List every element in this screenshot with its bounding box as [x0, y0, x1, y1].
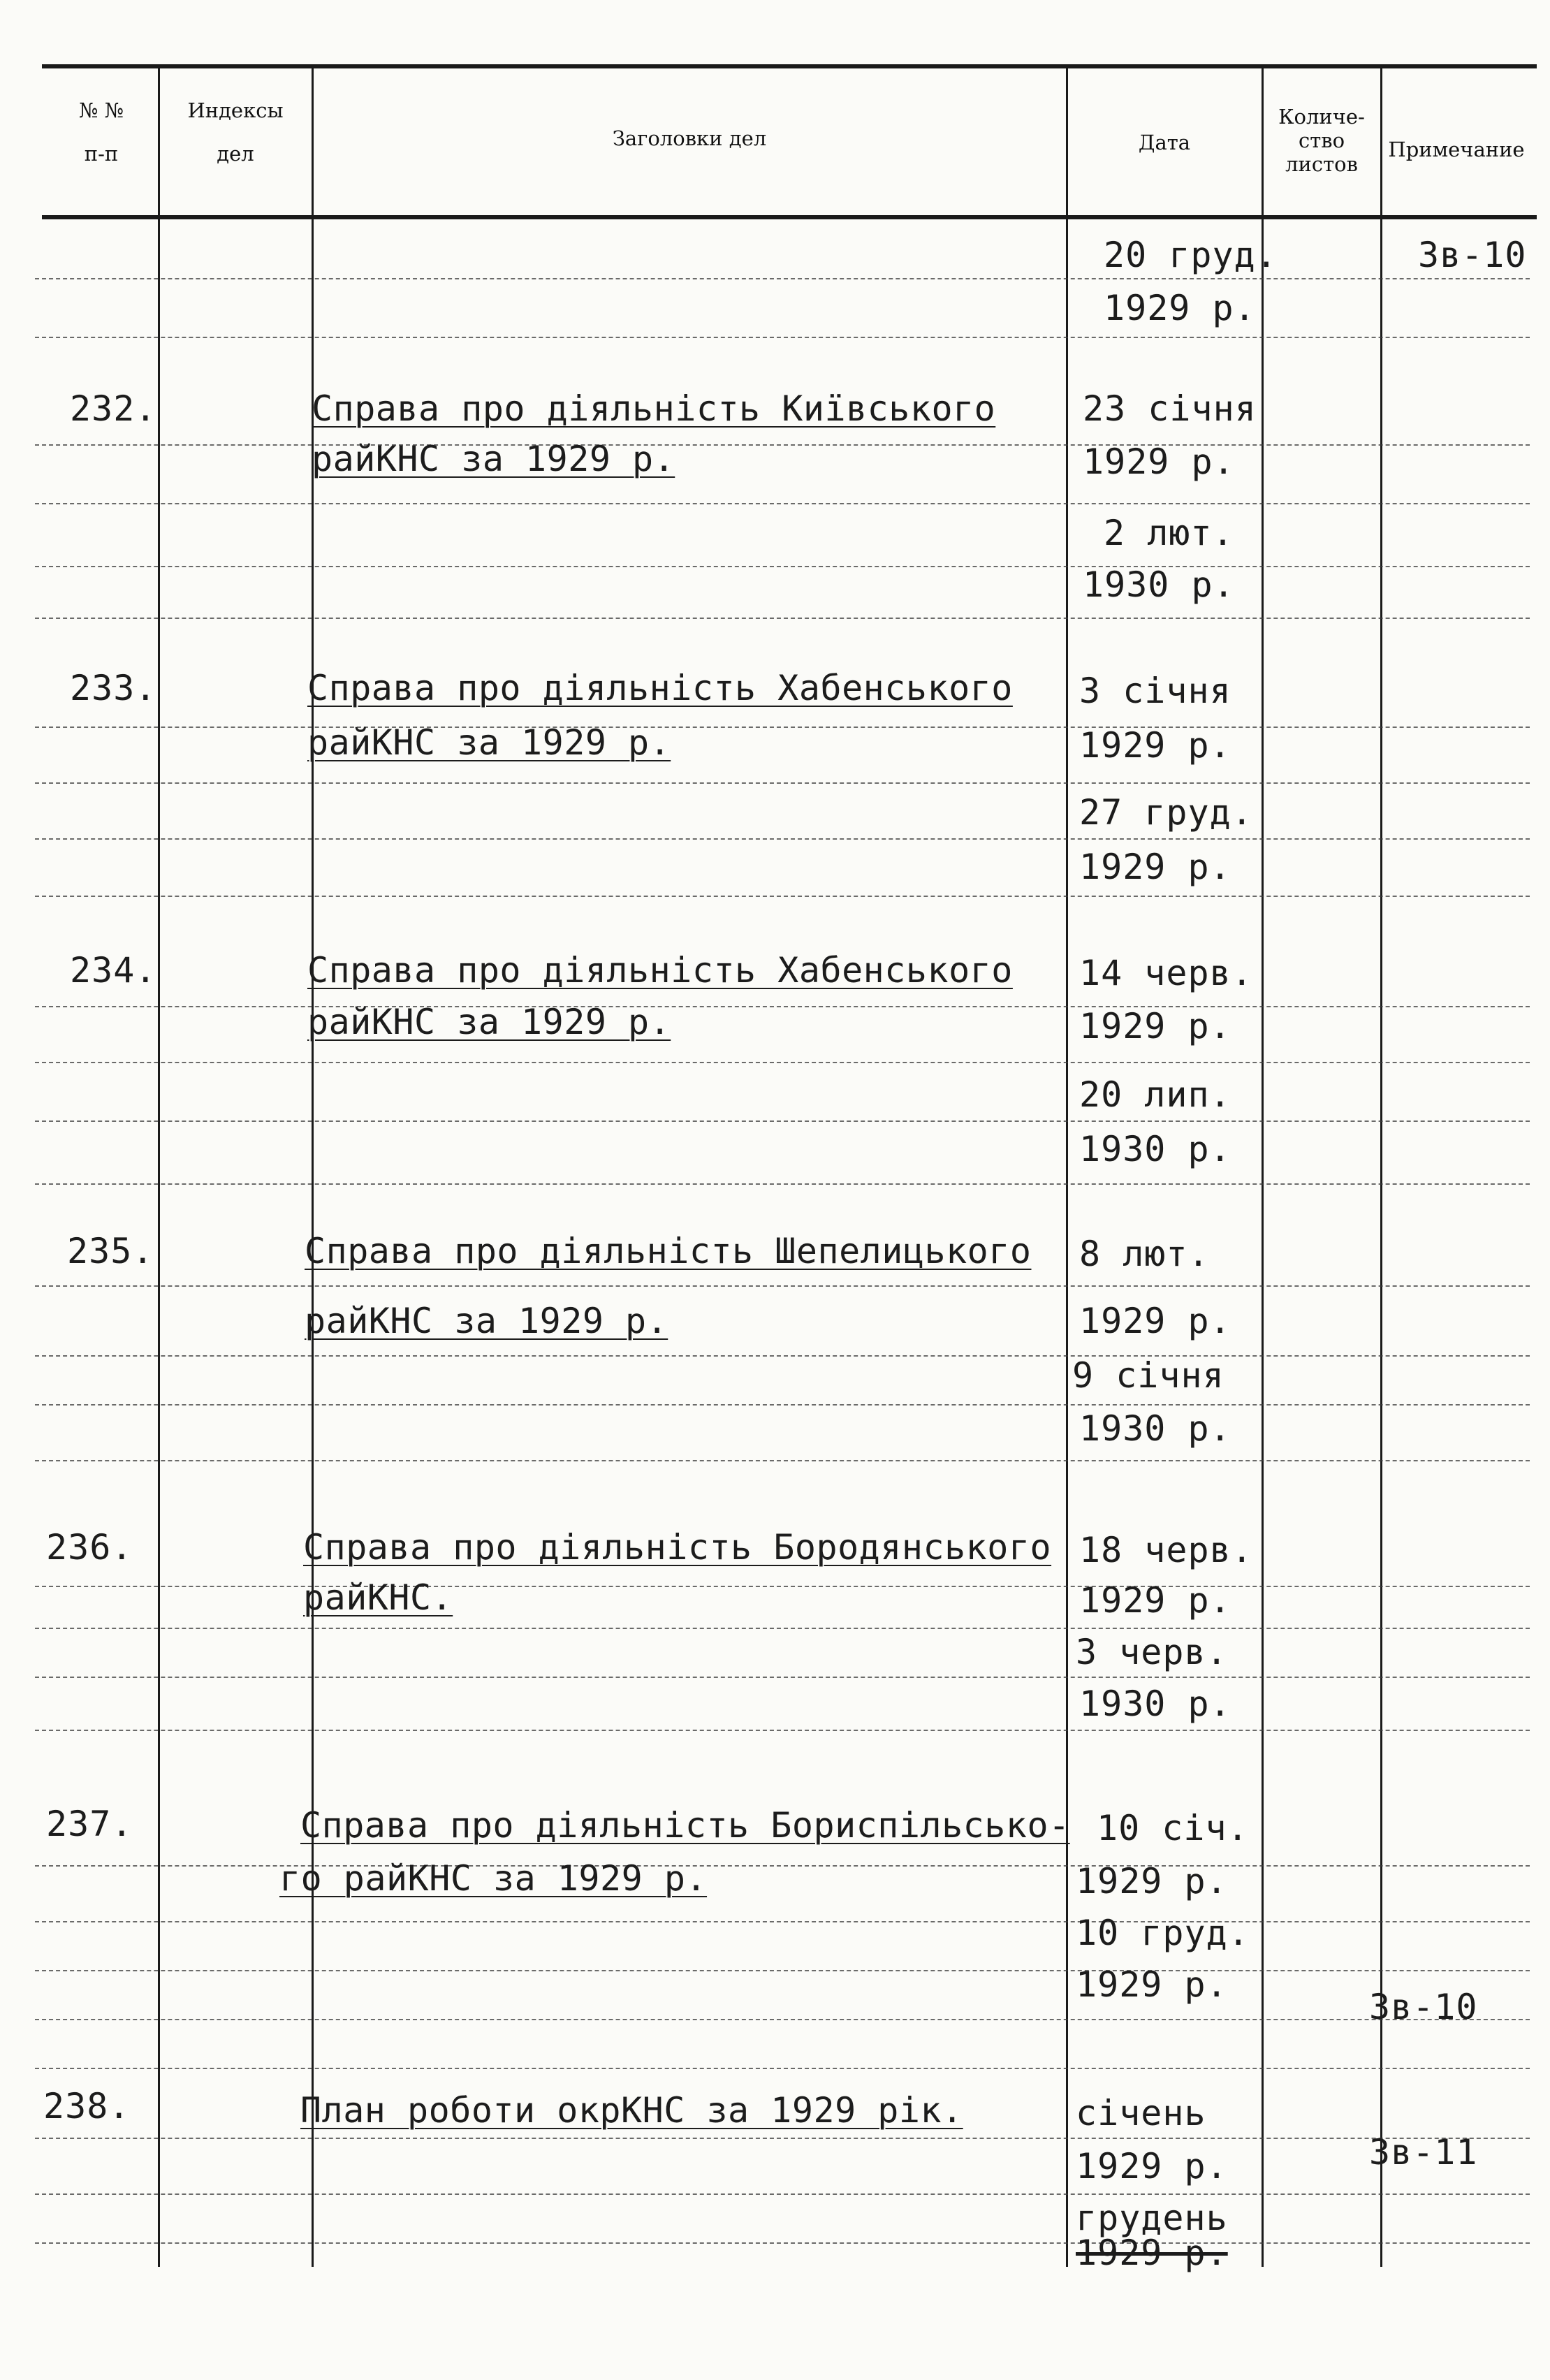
row-line [35, 337, 1530, 338]
entry-title-line1 [305, 1231, 1032, 1271]
row-line [35, 1120, 1530, 1122]
entry-date: 9 січня [1072, 1355, 1224, 1396]
entry-date: 1930 р. [1079, 1408, 1231, 1449]
row-line [35, 1355, 1530, 1357]
row-line [35, 1628, 1530, 1629]
entry-number: 233. [70, 668, 157, 708]
entry-title-text: райКНС за 1929 р. [312, 439, 675, 479]
entry-date: 23 січня [1083, 388, 1257, 429]
row-line [35, 566, 1530, 567]
header-count-line3: листов [1285, 152, 1358, 176]
entry-date: 1930 р. [1079, 1684, 1231, 1724]
entry-date: 10 груд. [1076, 1913, 1250, 1953]
entry-title-text: Справа про діяльність Бориспільсько- [300, 1805, 1070, 1846]
row-line [35, 278, 1530, 279]
row-line [35, 1921, 1530, 1922]
row-line [35, 2138, 1530, 2139]
row-line [35, 444, 1530, 446]
entry-date: 1929 р. [1079, 1006, 1231, 1046]
entry-title-text: го райКНС за 1929 р. [279, 1858, 708, 1899]
header-index [162, 98, 309, 166]
header-index-line2: дел [217, 142, 254, 166]
continuation-date-line1: 20 груд. [1104, 235, 1278, 275]
row-line [35, 1062, 1530, 1063]
row-line [35, 1006, 1530, 1007]
entry-date: 1929 р. [1076, 1861, 1228, 1901]
entry-number: 232. [70, 388, 157, 429]
entry-title-line2 [307, 722, 671, 763]
row-line [35, 1730, 1530, 1731]
entry-title-line2 [312, 439, 675, 479]
entry-number: 238. [43, 2086, 131, 2126]
entry-title-text: Справа про діяльність Хабенського [307, 668, 1013, 708]
row-line [35, 1460, 1530, 1461]
row-line [35, 1404, 1530, 1406]
entry-title-text: План роботи окрКНС за 1929 рік. [300, 2090, 963, 2131]
entry-date: 3 черв. [1076, 1632, 1228, 1672]
row-line [35, 2242, 1530, 2244]
entry-title-line2 [279, 1858, 707, 1899]
entry-title-text: райКНС за 1929 р. [305, 1301, 668, 1341]
header-count [1264, 105, 1379, 176]
entry-title-text: райКНС за 1929 р. [307, 722, 671, 763]
entry-date: 1930 р. [1079, 1129, 1231, 1169]
entry-title-text: райКНС за 1929 р. [307, 1002, 671, 1042]
row-line [35, 1677, 1530, 1678]
entry-date: 8 лют. [1079, 1234, 1210, 1274]
header-index-line1: Индексы [187, 98, 284, 122]
entry-date: 1929 р. [1079, 1580, 1231, 1621]
entry-title-line1 [312, 388, 995, 429]
entry-title-line1 [303, 1527, 1051, 1568]
column-rule-number [158, 66, 160, 2267]
entry-title-text: Справа про діяльність Хабенського [307, 950, 1013, 991]
entry-title-line2 [305, 1301, 668, 1341]
header-number-line1: № № [78, 98, 124, 122]
entry-note: Зв-10 [1369, 1987, 1478, 2027]
entry-date: 1929 р. [1076, 2146, 1228, 2186]
entry-title-text: райКНС. [303, 1577, 453, 1618]
header-date: Дата [1138, 131, 1191, 154]
entry-title-line1 [307, 950, 1013, 991]
entry-title-line1 [300, 1805, 1070, 1846]
header-number [49, 98, 154, 166]
entry-date: 1929 р. [1079, 725, 1231, 766]
entry-date: 3 січня [1079, 671, 1231, 711]
header-count-line2: ство [1298, 129, 1345, 152]
continuation-note: Зв-10 [1418, 235, 1527, 275]
entry-number: 236. [46, 1527, 133, 1568]
row-line [35, 838, 1530, 840]
entry-date: 10 січ. [1097, 1808, 1249, 1848]
entry-date: січень [1076, 2093, 1206, 2133]
continuation-date-line2: 1929 р. [1104, 288, 1256, 328]
row-line [35, 2068, 1530, 2069]
header-note: Примечание [1388, 138, 1525, 161]
row-line [35, 727, 1530, 728]
entry-note: Зв-11 [1369, 2132, 1478, 2173]
row-line [35, 503, 1530, 504]
column-rule-count [1380, 66, 1382, 2267]
row-line [35, 1970, 1530, 1971]
entry-title-text: Справа про діяльність Шепелицького [305, 1231, 1032, 1271]
entry-title-line1 [307, 668, 1013, 708]
entry-date: 27 груд. [1079, 792, 1253, 833]
entry-date: 1929 р. [1083, 441, 1235, 482]
column-rule-date [1262, 66, 1264, 2267]
entry-date: 14 черв. [1079, 953, 1253, 993]
column-rule-title [1066, 66, 1068, 2267]
entry-title-line2 [303, 1577, 453, 1618]
row-line [35, 2019, 1530, 2020]
row-line [35, 1183, 1530, 1185]
header-top-border [42, 64, 1537, 68]
row-line [35, 618, 1530, 619]
entry-date: 1929 р. [1076, 1964, 1228, 2005]
entry-date: 1929 р. [1079, 847, 1231, 887]
row-line [35, 1285, 1530, 1287]
entry-title-line1 [300, 2090, 963, 2131]
entry-date: 1930 р. [1083, 564, 1235, 605]
entry-date: 18 черв. [1079, 1530, 1253, 1570]
entry-date: 2 лют. [1104, 513, 1234, 553]
header-bottom-border [42, 215, 1537, 219]
entry-date: 20 лип. [1079, 1074, 1231, 1115]
entry-number: 235. [67, 1231, 154, 1271]
row-line [35, 782, 1530, 784]
row-line [35, 1865, 1530, 1867]
entry-title-line2 [307, 1002, 671, 1042]
row-line [35, 896, 1530, 897]
entry-date: 1929 р. [1076, 2233, 1228, 2273]
entry-date: грудень [1076, 2198, 1228, 2238]
row-line [35, 1586, 1530, 1587]
entry-title-text: Справа про діяльність Бородянського [303, 1527, 1052, 1568]
header-title: Заголовки дел [612, 126, 767, 150]
entry-date: 1929 р. [1079, 1301, 1231, 1341]
entry-number: 237. [46, 1804, 133, 1844]
header-number-line2: п-п [84, 142, 119, 166]
row-line [35, 2193, 1530, 2195]
entry-number: 234. [70, 950, 157, 991]
header-count-line1: Количе- [1278, 105, 1365, 129]
entry-title-text: Справа про діяльність Київського [312, 388, 996, 429]
